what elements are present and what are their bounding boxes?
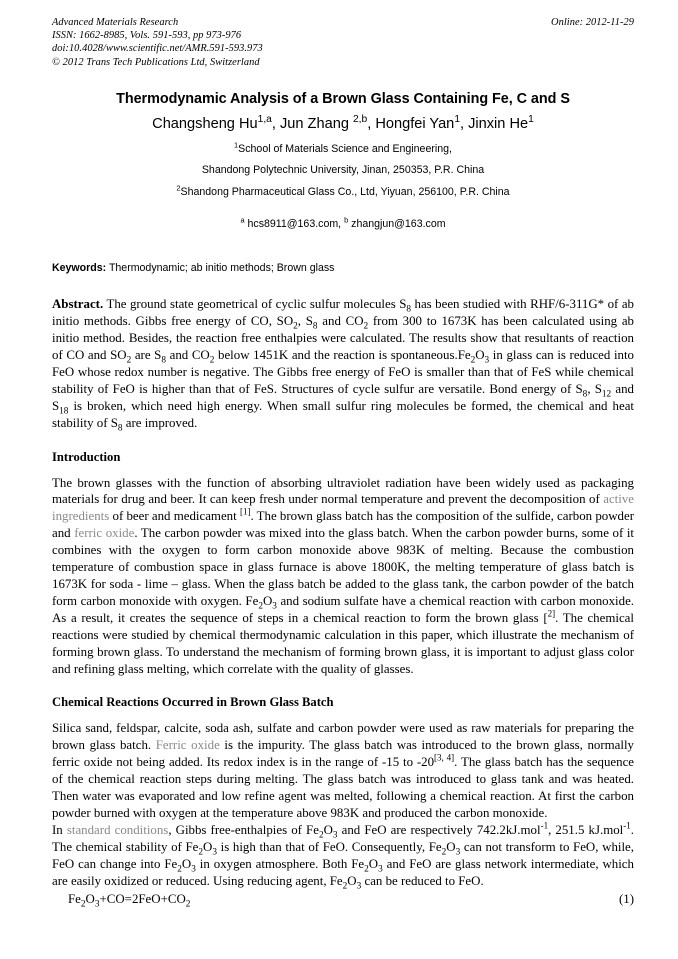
body-text: O [181,856,192,871]
abstract-text: , S [297,314,313,329]
citation-marker[interactable]: 2] [547,608,556,619]
affiliation-1-text: School of Materials Science and Engineering, [238,142,452,155]
abstract-text: , S [587,381,602,396]
keywords-label: Keywords: [52,262,107,275]
affiliation-1-line-1 [52,139,634,161]
online-date: Online: 2012-11-29 [551,17,634,28]
journal-header [52,16,634,69]
highlighted-phrase: ferric oxide [74,526,135,541]
citation-marker[interactable]: [1] [239,507,251,518]
subscript: 2 [177,864,182,875]
equation-1 [52,891,634,908]
body-text: O [446,839,456,854]
subscript: 3 [94,899,100,910]
subscript: 18 [59,406,69,417]
subscript: 8 [582,389,588,400]
abstract-text: O [475,348,485,363]
affiliation-2-marker: 2 [176,183,181,193]
superscript: -1 [540,820,549,831]
body-text: O [262,593,273,608]
page-title: Thermodynamic Analysis of a Brown Glass Containing Fe, C and S [116,90,570,107]
body-text: O [323,822,333,837]
citation-marker[interactable]: [3, 4] [434,752,455,763]
body-text: . The brown glass batch has the composition of the sulfide, carbon powder and [52,509,635,541]
abstract-text: and CO [317,314,364,329]
abstract-text: has been studied with RHF/6-311G* of ab initio methods. Gibbs free energy of CO, SO [52,297,634,329]
reactions-paragraph-2 [52,822,634,890]
author-2-name: , Jun Zhang [271,115,353,132]
keywords-value: Thermodynamic; ab initio methods; Brown glass [108,262,335,275]
subscript: 12 [601,389,612,400]
superscript: -1 [623,820,631,831]
affiliation-1-marker: 1 [234,140,239,150]
introduction-paragraph [52,475,634,678]
body-text: O [203,839,213,854]
highlighted-phrase: active ingredients [52,492,634,524]
highlighted-phrase: Ferric oxide [155,738,220,753]
body-text: in oxygen atmosphere. Both Fe [195,856,365,871]
subscript: 2 [363,321,369,332]
subscript: 2 [441,847,447,858]
email-b[interactable]: zhangjun@163.com [351,218,446,231]
body-text: O [368,856,379,871]
doi-line: doi:10.4028/www.scientific.net/AMR.591-593.973 [52,43,263,55]
body-text: is high than that of FeO. Consequently, Fe [216,839,442,854]
subscript: 3 [332,830,338,841]
equation-text: Fe [68,891,81,906]
abstract-text: and CO [166,348,210,363]
abstract-text: and S [52,381,634,413]
equation-text: O [85,891,95,906]
affiliation-1-line-2: Shandong Polytechnic University, Jinan, 250353, P.R. China [201,164,485,177]
subscript: 2 [318,830,324,841]
subscript: 8 [312,321,318,332]
issn-line: ISSN: 1662-8985, Vols. 591-593, pp 973-976 [52,30,242,42]
body-text: of beer and medicament [109,509,240,524]
author-emails [52,217,634,231]
subscript: 2 [293,321,298,332]
author-3-affiliation-marker: 1 [454,113,460,125]
affiliation-2 [52,182,634,204]
subscript: 2 [470,355,476,366]
email-a-marker: a [240,215,245,225]
highlighted-phrase: standard conditions [66,822,169,837]
body-text: and FeO are glass network intermediate, which are easily oxidized or reduced. Using reducing agent, Fe [52,856,634,888]
subscript: 8 [117,423,123,434]
email-a[interactable]: hcs8911@163.com, [247,218,342,231]
subscript: 2 [364,864,369,875]
author-4-name: , Jinxin He [460,115,529,132]
subscript: 2 [80,899,86,910]
subscript: 2 [126,355,132,366]
abstract-paragraph [52,296,635,434]
subscript: 8 [161,355,166,366]
author-4-affiliation-marker: 1 [528,113,534,125]
body-text: O [347,873,357,888]
subscript: 3 [212,847,217,858]
affiliation-2-text: Shandong Pharmaceutical Glass Co., Ltd, Yiyuan, 256100, P.R. China [180,185,510,198]
body-text: and sodium sulfate have a chemical reaction with carbon monoxide. As a result, it creates the sequence of steps in a chemical reaction to form the brown glass [ [52,593,635,625]
abstract-label: Abstract. [52,297,104,312]
equation-number: (1) [618,891,634,906]
section-heading-chemical-reactions: Chemical Reactions Occurred in Brown Glass Batch [52,695,334,710]
subscript: 3 [356,881,362,892]
body-text: . The glass batch has the sequence of the chemical reaction steps during melting. The glass batch was introduced to glass tank and was heated. Then water was evaporated and low refine agent was melted, following a chemical reaction. At first the carbon powder burned with oxygen at the temperature above 983K and produced the carbon monoxide. [52,755,635,820]
keywords-line [52,261,634,275]
author-2-affiliation-marker: 2,b [353,113,368,125]
abstract-text: in glass can is reduced into FeO whose redox number is negative. The Gibbs free energy of FeO is smaller than that of FeS while chemical stability of FeO is higher than that of FeS. Structures of cycle sulfur are versatile. Bond energy of S [52,348,635,396]
abstract-text: is broken, which need high energy. When small sulfur ring molecules be formed, the chemical and heat stability of S [52,398,634,430]
equation-text: +CO=2FeO+CO [99,891,186,906]
body-text: , 251.5 kJ.mol [548,822,624,837]
body-text: The brown glasses with the function of absorbing ultraviolet radiation have been widely used as packaging materials for drug and beer. It can keep fresh under normal temperature and prevent the decomposition of [52,475,634,507]
body-text: can not transform to FeO, while, FeO can change into Fe [52,839,634,871]
body-text: , Gibbs free-enthalpies of Fe [168,822,319,837]
subscript: 3 [378,864,383,875]
subscript: 2 [258,601,263,612]
body-text: is the impurity. The glass batch was introduced to the brown glass, normally ferric oxide not being added. Its redox index is in the range of -15 to -20 [52,738,635,770]
author-1-affiliation-marker: 1,a [257,113,272,125]
section-heading-introduction: Introduction [52,449,121,464]
body-text: . The chemical stability of Fe [52,822,634,854]
author-list [52,115,634,134]
body-text: and FeO are respectively 742.2kJ.mol [337,822,541,837]
abstract-text: The ground state geometrical of cyclic sulfur molecules S [103,297,407,312]
journal-name: Advanced Materials Research [52,17,179,28]
reactions-paragraph-1 [52,720,634,821]
abstract-text: below 1451K and the reaction is spontaneous.Fe [214,348,471,363]
author-1-name: Changsheng Hu [152,115,258,132]
abstract-text: from 300 to 1673K has been calculated using ab initio method. Besides, the reaction free enthalpies were calculated. The results show that resultants of reaction of CO and SO [52,314,635,363]
copyright-line: © 2012 Trans Tech Publications Ltd, Switzerland [52,56,260,68]
abstract-text: are S [131,348,162,363]
author-3-name: , Hongfei Yan [367,115,455,132]
subscript: 2 [185,899,191,910]
body-text: can be reduced to FeO. [361,873,484,888]
subscript: 3 [272,601,277,612]
body-text: In [52,822,67,837]
email-b-marker: b [344,215,349,225]
subscript: 2 [198,847,204,858]
subscript: 3 [191,864,196,875]
subscript: 8 [406,304,412,315]
abstract-text: are improved. [122,415,198,430]
subscript: 2 [209,355,215,366]
body-text: Silica sand, feldspar, calcite, soda ash, sulfate and carbon powder were used as raw materials for preparing the brown glass batch. [52,721,634,753]
subscript: 3 [484,355,490,366]
subscript: 3 [455,847,461,858]
body-text: . The carbon powder was mixed into the glass batch. When the carbon powder burns, some of it combines with the oxygen to form carbon monoxide above 983K of melting. Because the combustion temperature of combustion space in glass furnace is above 1800K, the melting temperature of glass batch is 1673K for soda - lime – glass. When the glass batch be added to the glass tank, the carbon powder of the batch form carbon monoxide with oxygen. Fe [52,526,634,608]
body-text: . The chemical reactions were studied by chemical thermodynamic calculation in this paper, which illustrate the mechanism of forming brown glass. To understand the mechanism of forming brown glass, it is important to adjust glass color and refining glass melting, which correlate with the quality of glasses. [52,610,634,676]
subscript: 2 [342,881,348,892]
